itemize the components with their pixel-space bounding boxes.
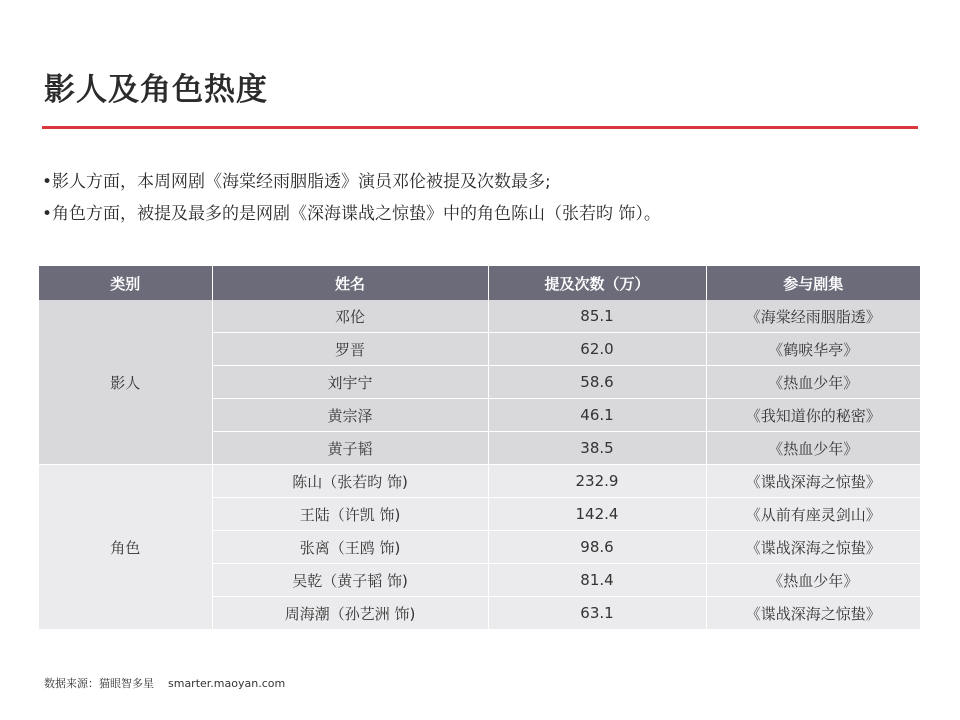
table-row <box>39 300 920 333</box>
name-cell: 陈山（张若昀 饰) <box>212 465 488 498</box>
count-cell: 81.4 <box>488 564 706 597</box>
bullet-item: •角色方面，被提及最多的是网剧《深海谍战之惊蛰》中的角色陈山（张若昀 饰）。 <box>42 204 661 224</box>
page-title: 影人及角色热度 <box>44 72 268 108</box>
name-cell: 罗晋 <box>212 333 488 366</box>
bullet-item: •影人方面，本周网剧《海棠经雨胭脂透》演员邓伦被提及次数最多; <box>42 172 551 192</box>
group-roles <box>39 465 920 630</box>
table-header-row <box>39 266 920 300</box>
count-cell: 38.5 <box>488 432 706 465</box>
summary-bullets <box>42 166 922 230</box>
show-cell: 《我知道你的秘密》 <box>706 399 920 432</box>
header-show: 参与剧集 <box>706 266 920 300</box>
show-cell: 《热血少年》 <box>706 432 920 465</box>
category-cell: 影人 <box>39 300 212 465</box>
name-cell: 张离（王鸥 饰) <box>212 531 488 564</box>
category-cell: 角色 <box>39 465 212 630</box>
show-cell: 《谍战深海之惊蛰》 <box>706 531 920 564</box>
show-cell: 《热血少年》 <box>706 366 920 399</box>
count-cell: 62.0 <box>488 333 706 366</box>
show-cell: 《鹤唳华亭》 <box>706 333 920 366</box>
source-footer <box>44 675 285 691</box>
count-cell: 58.6 <box>488 366 706 399</box>
name-cell: 黄子韬 <box>212 432 488 465</box>
name-cell: 邓伦 <box>212 300 488 333</box>
title-divider <box>42 126 918 129</box>
source-url: smarter.maoyan.com <box>168 677 286 690</box>
show-cell: 《谍战深海之惊蛰》 <box>706 597 920 630</box>
name-cell: 周海潮（孙艺洲 饰) <box>212 597 488 630</box>
header-count: 提及次数（万） <box>488 266 706 300</box>
show-cell: 《热血少年》 <box>706 564 920 597</box>
show-cell: 《海棠经雨胭脂透》 <box>706 300 920 333</box>
show-cell: 《从前有座灵剑山》 <box>706 498 920 531</box>
count-cell: 232.9 <box>488 465 706 498</box>
table-row <box>39 465 920 498</box>
name-cell: 刘宇宁 <box>212 366 488 399</box>
ranking-table <box>39 266 920 630</box>
source-label: 数据来源：猫眼智多星 <box>44 677 154 690</box>
header-category: 类别 <box>39 266 212 300</box>
group-actors <box>39 300 920 465</box>
name-cell: 王陆（许凯 饰) <box>212 498 488 531</box>
count-cell: 46.1 <box>488 399 706 432</box>
count-cell: 63.1 <box>488 597 706 630</box>
count-cell: 142.4 <box>488 498 706 531</box>
show-cell: 《谍战深海之惊蛰》 <box>706 465 920 498</box>
count-cell: 85.1 <box>488 300 706 333</box>
count-cell: 98.6 <box>488 531 706 564</box>
name-cell: 黄宗泽 <box>212 399 488 432</box>
header-name: 姓名 <box>212 266 488 300</box>
name-cell: 吴乾（黄子韬 饰) <box>212 564 488 597</box>
